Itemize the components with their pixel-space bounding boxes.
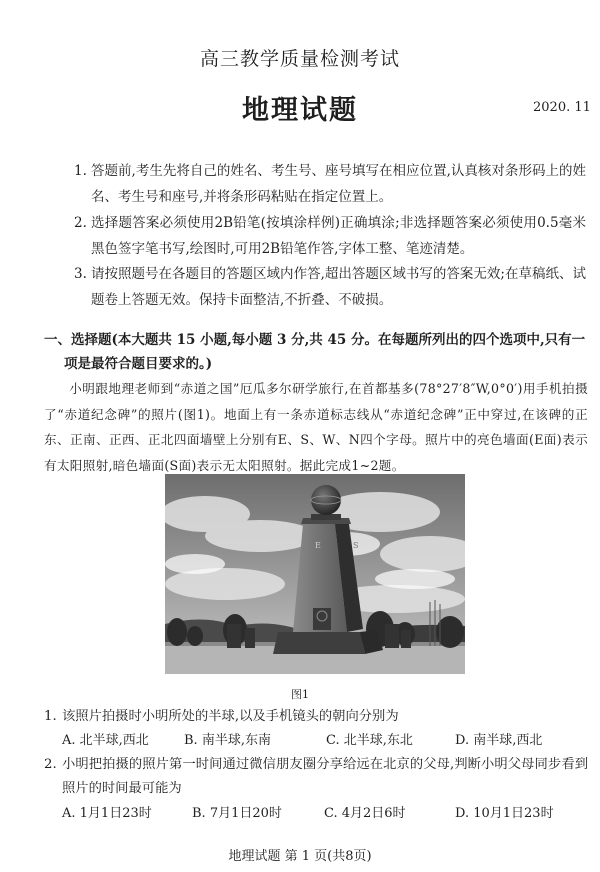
instruction-number: 1. (74, 163, 87, 179)
instruction-text: 请按照题号在各题目的答题区域内作答,超出答题区域书写的答案无效;在草稿纸、试题卷上答题无效。保持卡面整洁,不折叠、不破损。 (91, 266, 586, 308)
south-wall-letter: S (353, 541, 359, 550)
instruction-number: 3. (74, 266, 87, 282)
exam-title: 高三教学质量检测考试 (199, 48, 400, 70)
option-a: A. 1月1日23时 (62, 806, 152, 821)
option-d: D. 南半球,西北 (455, 733, 543, 748)
equator-monument-photo (165, 474, 465, 674)
question-number: 2. (44, 757, 57, 772)
question-item (44, 705, 588, 729)
question-options (62, 802, 588, 826)
option-c: C. 4月2日6时 (324, 806, 406, 821)
instruction-text: 答题前,考生先将自己的姓名、考生号、座号填写在相应位置,认真核对条形码上的姓名、考生号和座号,并将条形码粘贴在指定位置上。 (91, 163, 586, 205)
exam-date: 2020. 11 (533, 100, 591, 115)
instruction-item (74, 261, 586, 313)
question-stem: 该照片拍摄时小明所处的半球,以及手机镜头的朝向分别为 (62, 709, 399, 724)
section-heading-line: 项是最符合题目要求的。) (64, 356, 213, 372)
section-heading (44, 328, 588, 376)
question-item (44, 753, 588, 801)
passage-paragraph: 小明跟地理老师到“赤道之国”厄瓜多尔研学旅行,在首都基多(78°27′8″W,0°0′)用手机拍摄了“赤道纪念碑”的照片(图1)。地面上有一条赤道标志线从“赤道纪念碑”正中穿过,在该碑的正东、正南、正西、正北四面墙壁上分别有E、S、W、N四个字母。照片中的亮色墙面(E面)表示有太阳照射,暗色墙面(S面)表示无太阳照射。据此完成1~2题。 (44, 381, 588, 473)
figure-caption: 图1 (291, 688, 309, 701)
section-heading-line: 一、选择题(本大题共 15 小题,每小题 3 分,共 45 分。在每题所列出的四个选项中,只有一 (44, 332, 586, 348)
question-number: 1. (44, 709, 57, 724)
option-b: B. 南半球,东南 (184, 733, 271, 748)
option-c: C. 北半球,东北 (326, 733, 413, 748)
option-b: B. 7月1日20时 (192, 806, 282, 821)
page-footer: 地理试题 第 1 页(共8页) (228, 849, 372, 864)
east-wall-letter: E (315, 541, 321, 550)
instruction-text: 选择题答案必须使用2B铅笔(按填涂样例)正确填涂;非选择题答案必须使用0.5毫米黑色签字笔书写,绘图时,可用2B铅笔作答,字体工整、笔迹清楚。 (91, 215, 586, 257)
option-a: A. 北半球,西北 (62, 733, 149, 748)
instruction-item (74, 210, 586, 262)
option-d: D. 10月1日23时 (455, 806, 554, 821)
instruction-number: 2. (74, 215, 87, 231)
question-options (62, 729, 588, 753)
subject-title: 地理试题 (242, 95, 358, 126)
question-stem: 小明把拍摄的照片第一时间通过微信朋友圈分享给远在北京的父母,判断小明父母同步看到照片的时间最可能为 (62, 757, 588, 796)
instruction-item (74, 158, 586, 210)
